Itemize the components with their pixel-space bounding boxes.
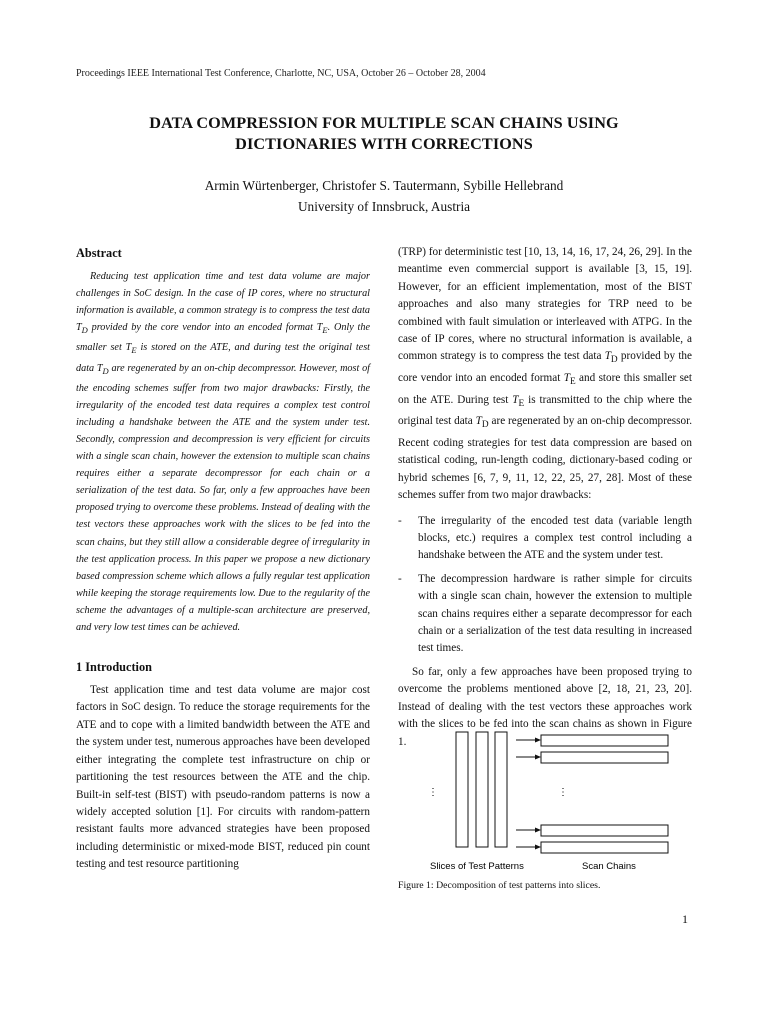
affiliation: University of Innsbruck, Austria (297, 199, 471, 214)
figure-caption: Figure 1: Decomposition of test patterns into slices. (398, 880, 601, 891)
scan-chain (541, 842, 668, 853)
figure-diagram (398, 727, 692, 877)
slices-label: Slices of Test Patterns (430, 861, 524, 872)
page-number: 1 (682, 912, 688, 926)
drawbacks-list (398, 513, 692, 658)
authors: Armin Würtenberger, Christofer S. Tautermann, Sybille Hellebrand (204, 178, 564, 193)
pattern-slice-column (476, 732, 488, 847)
left-column (76, 244, 370, 874)
list-item: - The irregularity of the encoded test data (variable length blocks, etc.) requires a complex test control including a handshake between the ATE and the system under test. (398, 514, 692, 562)
ellipsis-right: ⋮ (558, 787, 568, 798)
scan-chains-label: Scan Chains (582, 861, 636, 872)
intro-paragraph: Test application time and test data volume are major cost factors in SoC design. To reduce the storage requirements for the ATE and to cope with a limited bandwidth between the ATE and the system under test, numerous approaches have been developed either integrating the complete test infrastructure on chip or partitioning the test resources between the ATE and the chip. Built-in self-test (BIST) with pseudo-random patterns is now a widely accepted solution [1]. For circuits with random-pattern resistant faults more advanced strategies have been proposed including deterministic or mixed-mode BIST, reduced pin count testing and test resource partitioning (76, 684, 370, 871)
ellipsis-left: ⋮ (428, 787, 438, 798)
pattern-slice-column (495, 732, 507, 847)
title-line-1: DATA COMPRESSION FOR MULTIPLE SCAN CHAINS USING (149, 114, 619, 132)
arrow-head-icon (535, 755, 541, 760)
introduction-heading: 1 Introduction (76, 660, 152, 675)
title-line-2: DICTIONARIES WITH CORRECTIONS (235, 135, 533, 153)
abstract-heading: Abstract (76, 246, 122, 260)
figure-1 (398, 727, 692, 897)
author-block (60, 175, 708, 217)
proceedings-header: Proceedings IEEE International Test Conference, Charlotte, NC, USA, October 26 – October 28, 2004 (76, 68, 486, 79)
right-column (398, 244, 692, 751)
arrow-head-icon (535, 845, 541, 850)
scan-chain (541, 825, 668, 836)
scan-chain (541, 752, 668, 763)
list-item: - The decompression hardware is rather simple for circuits with a single scan chain, however the extension to multiple scan chains requires either a separate decompressor for each chain or a serialization of the test data resulting in increased test times. (398, 572, 692, 655)
arrow-head-icon (535, 828, 541, 833)
right-paragraph-2: So far, only a few approaches have been proposed trying to overcome the problems mentioned above [2, 18, 21, 23, 20]. Instead of dealing with the test vectors these approaches work with the slices to be fed into the scan chains as shown in Figure 1. (398, 665, 692, 748)
right-paragraph-1: (TRP) for deterministic test [10, 13, 14, 16, 17, 24, 26, 29]. In the meantime even commercial support is available [3, 15, 19]. However, for an efficient implementation, most of the BIST approaches and also many strategies for TRP need to be combined with fault simulation or interleaved with ATPG. In the case of IP cores, where no structural information is available, a common strategy is to compress the test data $T_D$ provided by the core vendor into an encoded format $T_E$ and store this smaller set on the ATE. During test $T_E$ is transmitted to the chip where the original test data $T_D$ are regenerated by an on-chip decompressor. Recent coding strategies for test data compression are based on statistical coding, run-length coding, dictionary-based coding or hybrid schemes [6, 7, 9, 11, 12, 22, 25, 27, 28]. Most of these schemes suffer from two major drawbacks: (398, 246, 693, 502)
scan-chain (541, 735, 668, 746)
abstract-paragraph: Reducing test application time and test data volume are major challenges in SoC design. In the case of IP cores, where no structural information is available, a common strategy is to compress the test data $T_D$ provided by the core vendor into an encoded format $T_E$. Only the smaller set $T_E$ is stored on the ATE, and during test the original test data $T_D$ are regenerated by an on-chip decompressor. However, most of the encoding schemes suffer from two major drawbacks: Firstly, the irregularity of the encoded test data requires a complex test control including a handshake between the ATE and the system under test. Secondly, compression and decompression is very efficient for circuits with a single scan chain, however the extension to multiple scan chains requires either a separate decompressor for each chain or a serialization of the test data. So far, only a few approaches have been proposed trying to overcome these problems. Instead of dealing with the test vectors these approaches work with the slices to be fed into the scan chains, but they still allow a considerable degree of irregularity in the test application process. In this paper we propose a new dictionary based compression scheme which allows a fully regular test application while keeping the storage requirements low. Due to the regularity of the scheme the advantages of a multiple-scan architecture are preserved, and very low test times can be achieved. (76, 271, 370, 633)
arrow-head-icon (535, 738, 541, 743)
paper-title (60, 113, 708, 155)
abstract-text (76, 268, 370, 636)
pattern-slice-column (456, 732, 468, 847)
